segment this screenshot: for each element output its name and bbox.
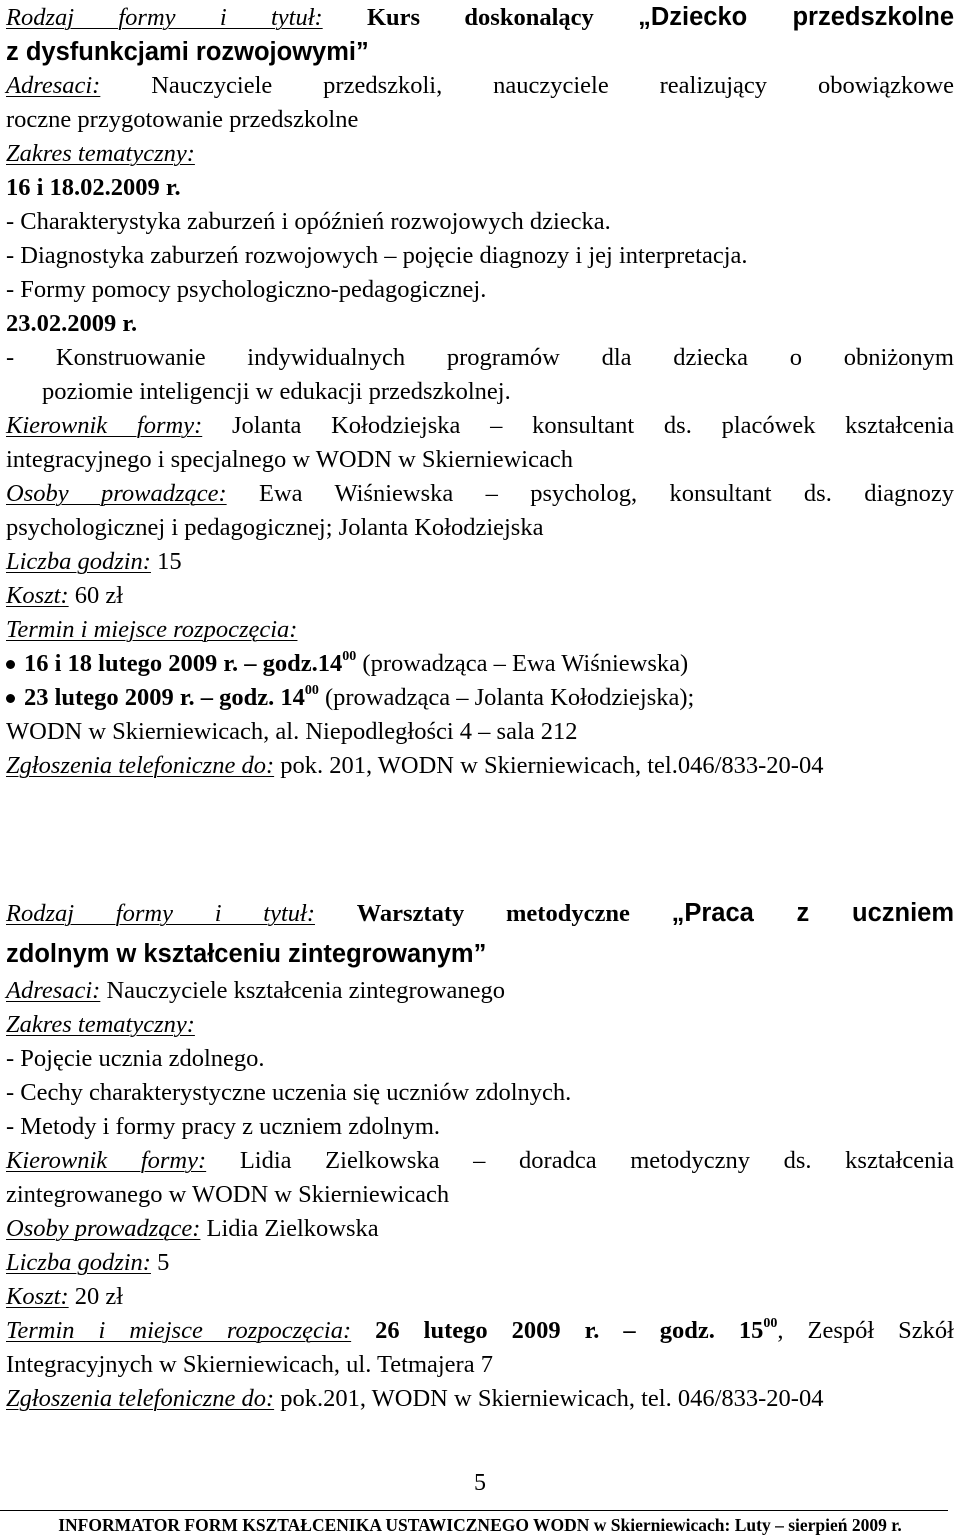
- phone-line: [6, 1382, 954, 1416]
- start-label-line: [6, 613, 954, 647]
- addressees-line-2: roczne przygotowanie przedszkolne: [6, 106, 359, 133]
- hours-value: 15: [157, 548, 182, 575]
- leaders-label: Osoby prowadzące:: [6, 1215, 201, 1242]
- course-1-title-line-1: [6, 0, 954, 35]
- cost-line: [6, 579, 954, 613]
- start-place: , Zespół Szkół: [777, 1317, 954, 1344]
- phone-label: Zgłoszenia telefoniczne do:: [6, 1385, 275, 1412]
- topic-item: - Charakterystyka zaburzeń i opóźnień rozwojowych dziecka.: [6, 208, 611, 235]
- phone-label: Zgłoszenia telefoniczne do:: [6, 752, 275, 779]
- addressees-line-1: [6, 69, 954, 103]
- form-type-text: Kurs doskonalący: [367, 4, 594, 31]
- leaders-value: Ewa Wiśniewska – psycholog, konsultant ds. diagnozy: [259, 480, 954, 507]
- phone-value: pok.201, WODN w Skierniewicach, tel. 046/833-20-04: [280, 1385, 824, 1412]
- manager-value: Jolanta Kołodziejska – konsultant ds. placówek kształcenia: [231, 412, 955, 439]
- leaders-line-1: [6, 477, 954, 511]
- manager-label: Kierownik formy:: [6, 412, 203, 439]
- place-line: WODN w Skierniewicach, al. Niepodległości 4 – sala 212: [6, 718, 578, 745]
- course-title-cont: z dysfunkcjami rozwojowymi”: [6, 38, 369, 66]
- addressees-label: Adresaci:: [6, 977, 101, 1004]
- addressees-value: Nauczyciele przedszkoli, nauczyciele realizujący obowiązkowe: [151, 72, 955, 99]
- manager-line-1: [6, 409, 954, 443]
- leaders-label: Osoby prowadzące:: [6, 480, 227, 507]
- leaders-line: [6, 1212, 954, 1246]
- manager-line-1: [6, 1144, 954, 1178]
- footer-divider: [0, 1510, 948, 1511]
- addressees-label: Adresaci:: [6, 72, 101, 99]
- scope-label-line: [6, 137, 954, 171]
- start-date: 23 lutego 2009 r. – godz. 14: [24, 684, 305, 711]
- cost-label: Koszt:: [6, 582, 69, 609]
- start-leader: (prowadząca – Ewa Wiśniewska): [356, 650, 689, 677]
- scope-label-line: [6, 1008, 954, 1042]
- cost-value: 60 zł: [74, 582, 124, 609]
- course-title-cont: zdolnym w kształceniu zintegrowanym”: [6, 940, 487, 968]
- manager-line-2: zintegrowanego w WODN w Skierniewicach: [6, 1181, 450, 1208]
- start-date: 26 lutego 2009 r. – godz. 15: [375, 1317, 764, 1344]
- cost-label: Koszt:: [6, 1283, 69, 1310]
- page-number: 5: [474, 1470, 486, 1496]
- footer-text: INFORMATOR FORM KSZTAŁCENIKA USTAWICZNEGO WODN w Skierniewicach: Luty – sierpień 2009 r.: [58, 1515, 902, 1535]
- scope-label: Zakres tematyczny:: [6, 140, 195, 167]
- phone-value: pok. 201, WODN w Skierniewicach, tel.046/833-20-04: [280, 752, 824, 779]
- topic-item-cont: poziomie inteligencji w edukacji przedszkolnej.: [42, 378, 511, 405]
- start-leader: (prowadząca – Jolanta Kołodziejska);: [318, 684, 695, 711]
- course-title: „Dziecko przedszkolne: [638, 3, 955, 31]
- scope-label: Zakres tematyczny:: [6, 1011, 195, 1038]
- course-2-title-line-1: [6, 893, 954, 934]
- topic-item: - Formy pomocy psychologiczno-pedagogicznej.: [6, 276, 487, 303]
- topic-item: - Diagnostyka zaburzeń rozwojowych – pojęcie diagnozy i jej interpretacja.: [6, 242, 748, 269]
- hours-value: 5: [157, 1249, 170, 1276]
- addressees-line: [6, 974, 954, 1008]
- topic-item: - Metody i formy pracy z uczniem zdolnym.: [6, 1113, 441, 1140]
- start-time-minutes: 00: [342, 649, 357, 664]
- page-footer: [6, 1466, 954, 1500]
- course-1: [6, 0, 954, 783]
- session-date-2: 23.02.2009 r.: [6, 310, 138, 337]
- manager-label: Kierownik formy:: [6, 1147, 207, 1174]
- hours-line: [6, 1246, 954, 1280]
- addressees-value: Nauczyciele kształcenia zintegrowanego: [106, 977, 506, 1004]
- start-bullet-item: [6, 681, 954, 715]
- form-type-label: Rodzaj formy i tytuł:: [6, 4, 323, 31]
- start-label: Termin i miejsce rozpoczęcia:: [6, 616, 298, 643]
- hours-label: Liczba godzin:: [6, 1249, 151, 1276]
- start-time-minutes: 00: [304, 683, 319, 698]
- leaders-line-2: psychologicznej i pedagogicznej; Jolanta Kołodziejska: [6, 514, 544, 541]
- topic-item: - Pojęcie ucznia zdolnego.: [6, 1045, 265, 1072]
- manager-line-2: integracyjnego i specjalnego w WODN w Skierniewicach: [6, 446, 573, 473]
- start-date: 16 i 18 lutego 2009 r. – godz.14: [24, 650, 343, 677]
- start-line-2: Integracyjnych w Skierniewicach, ul. Tetmajera 7: [6, 1351, 493, 1378]
- hours-label: Liczba godzin:: [6, 548, 151, 575]
- cost-line: [6, 1280, 954, 1314]
- phone-line: [6, 749, 954, 783]
- course-2: [6, 893, 954, 1416]
- leaders-value: Lidia Zielkowska: [206, 1215, 379, 1242]
- start-label: Termin i miejsce rozpoczęcia:: [6, 1317, 352, 1344]
- start-bullet-item: [6, 647, 954, 681]
- start-line-1: [6, 1314, 954, 1348]
- topic-item: - Konstruowanie indywidualnych programów dla dziecka o obniżonym: [6, 344, 954, 371]
- manager-value: Lidia Zielkowska – doradca metodyczny ds. kształcenia: [239, 1147, 955, 1174]
- course-title: „Praca z uczniem: [671, 899, 955, 927]
- topic-item: - Cechy charakterystyczne uczenia się uczniów zdolnych.: [6, 1079, 572, 1106]
- form-type-label: Rodzaj formy i tytuł:: [6, 900, 315, 927]
- form-type-text: Warsztaty metodyczne: [356, 900, 630, 927]
- cost-value: 20 zł: [74, 1283, 124, 1310]
- hours-line: [6, 545, 954, 579]
- start-time-minutes: 00: [763, 1316, 778, 1331]
- session-date-1: 16 i 18.02.2009 r.: [6, 174, 181, 201]
